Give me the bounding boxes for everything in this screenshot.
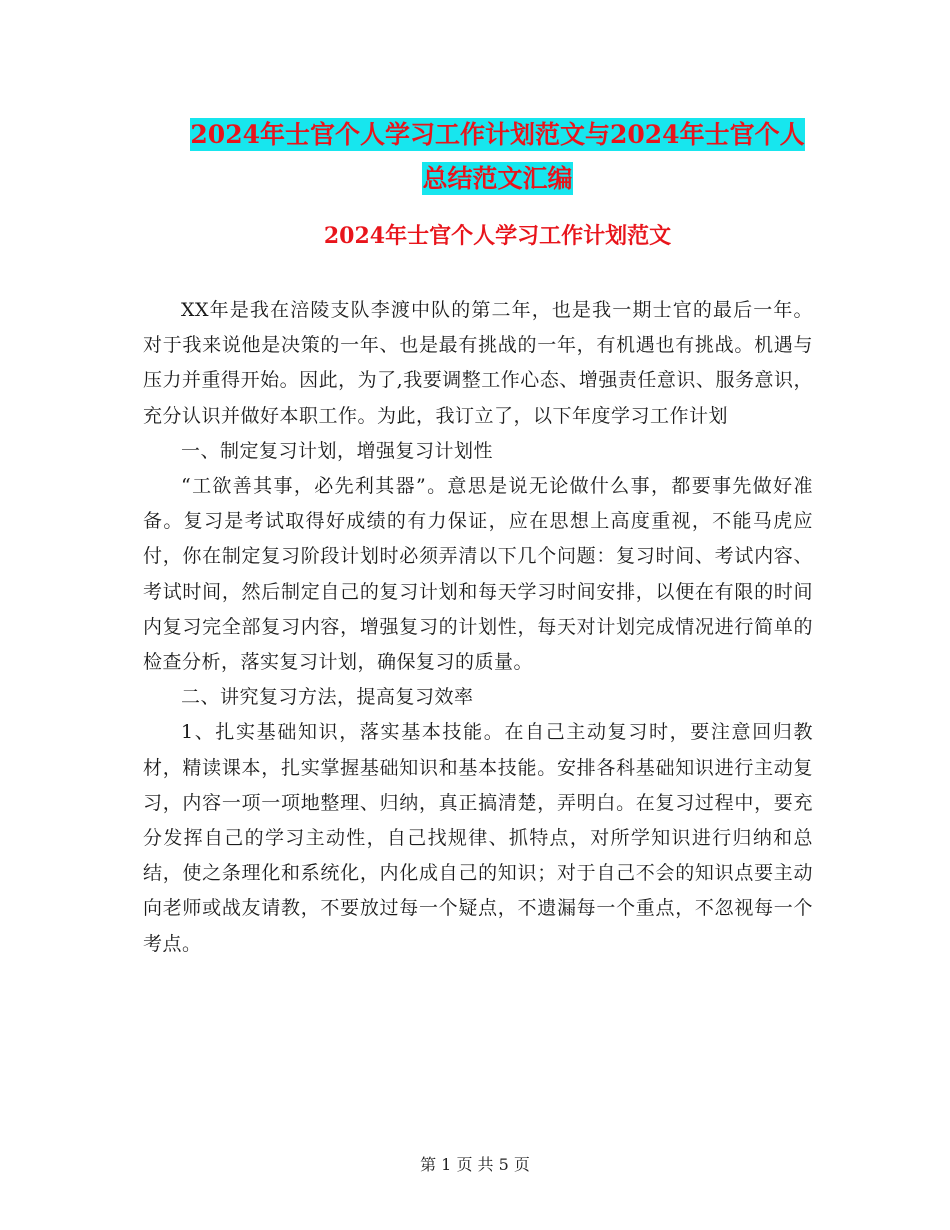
paragraph-preparation: “工欲善其事，必先利其器”。意思是说无论做什么事，都要事先做好准备。复习是考试取得好成绩的有力保证，应在思想上高度重视，不能马虎应付，你在制定复习阶段计划时必须弄清以下几个问题：复习时间、考试内容、考试时间，然后制定自己的复习计划和每天学习时间安排，以便在有限的时间内复习完全部复习内容，增强复习的计划性，每天对计划完成情况进行简单的检查分析，落实复习计划，确保复习的质量。	[143, 475, 813, 674]
document-title	[140, 113, 855, 201]
title-line-1: 2024年士官个人学习工作计划范文与2024年士官个人	[190, 120, 805, 149]
section-heading: 2024年士官个人学习工作计划范文	[323, 223, 672, 249]
paragraph-heading-1: 一、制定复习计划，增强复习计划性	[181, 439, 494, 462]
paragraph-intro: XX年是我在涪陵支队李渡中队的第二年，也是我一期士官的最后一年。对于我来说他是决策的一年、也是最有挑战的一年，有机遇也有挑战。机遇与压力并重得开始。因此，为了,我要调整工作心态、增强责任意识、服务意识，充分认识并做好本职工作。为此，我订立了，以下年度学习工作计划	[143, 299, 813, 427]
document-body	[143, 293, 813, 962]
paragraph-basics: 1、扎实基础知识，落实基本技能。在自己主动复习时，要注意回归教材，精读课本，扎实掌握基础知识和基本技能。安排各科基础知识进行主动复习，内容一项一项地整理、归纳，真正搞清楚，弄明白。在复习过程中，要充分发挥自己的学习主动性，自己找规律、抓特点，对所学知识进行归纳和总结，使之条理化和系统化，内化成自己的知识；对于自己不会的知识点要主动向老师或战友请教，不要放过每一个疑点，不遗漏每一个重点，不忽视每一个考点。	[143, 721, 813, 955]
title-line-2: 总结范文汇编	[422, 164, 573, 193]
page-number-footer: 第 1 页 共 5 页	[420, 1155, 530, 1174]
paragraph-heading-2: 二、讲究复习方法，提高复习效率	[181, 686, 474, 709]
